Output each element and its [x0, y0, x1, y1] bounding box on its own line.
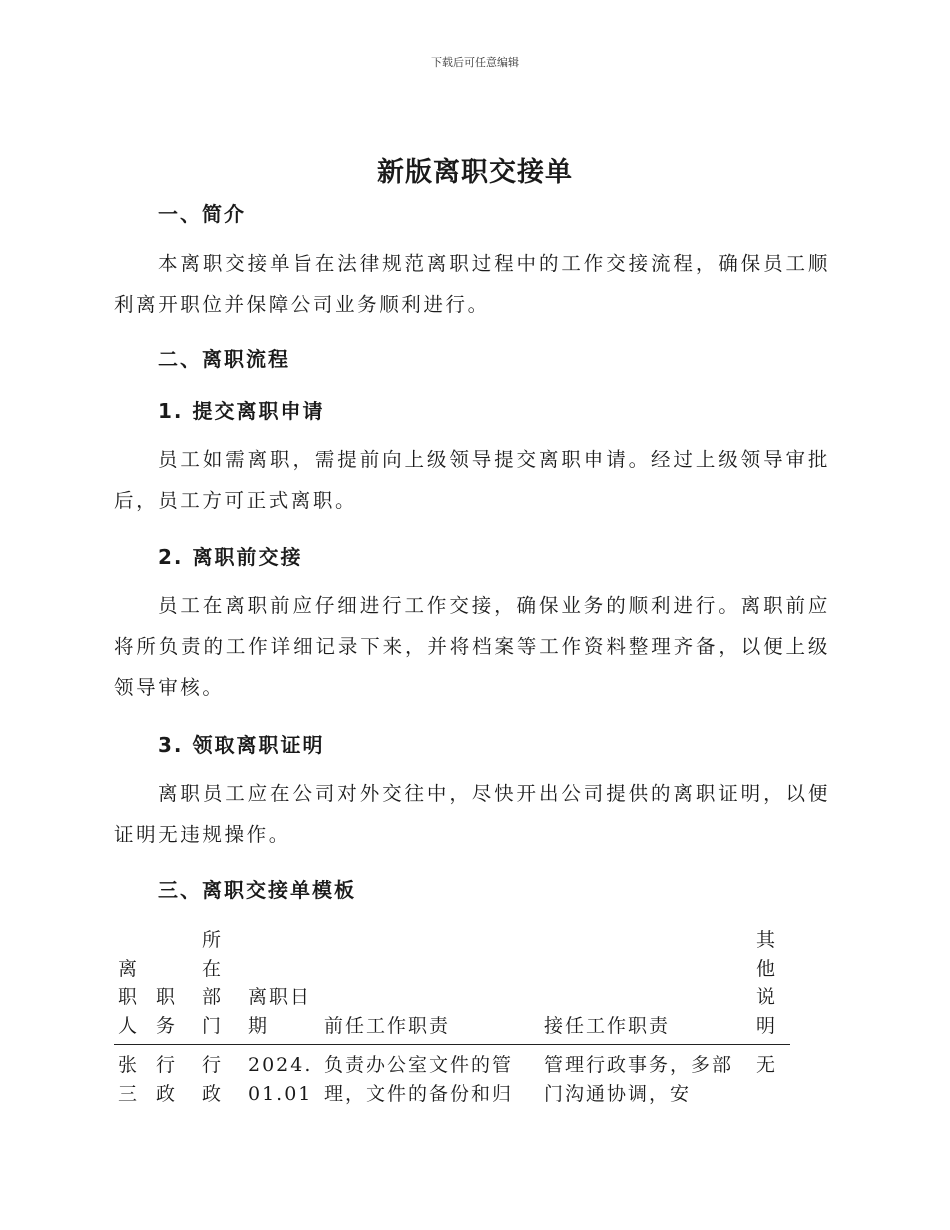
- header-previous-duties: 前任工作职责: [324, 1014, 451, 1037]
- step3-heading: 3. 领取离职证明: [158, 733, 325, 757]
- step2-paragraph: 员工在离职前应仔细进行工作交接，确保业务的顺利进行。离职前应将所负责的工作详细记录下来，并将档案等工作资料整理齐备，以便上级领导审核。: [114, 594, 830, 699]
- header-successor-duties: 接任工作职责: [544, 1014, 671, 1037]
- intro-paragraph: 本离职交接单旨在法律规范离职过程中的工作交接流程，确保员工顺利离开职位并保障公司业务顺利进行。: [114, 252, 830, 316]
- step1-paragraph: 员工如需离职，需提前向上级领导提交离职申请。经过上级领导审批后，员工方可正式离职。: [114, 448, 830, 512]
- step1-heading: 1. 提交离职申请: [158, 399, 325, 423]
- table-row: [114, 1045, 790, 1109]
- cell-successor-duties: 管理行政事务，多部门沟通协调，安: [544, 1054, 734, 1105]
- header-notes: 其他说明: [756, 929, 778, 1037]
- cell-notes: 无: [756, 1054, 778, 1076]
- header-leave-date: 离职日期: [248, 986, 312, 1037]
- section-heading-intro: 一、简介: [158, 202, 246, 226]
- header-department: 所在部门: [202, 929, 224, 1037]
- header-position: 职务: [156, 986, 178, 1037]
- table-header-row: [114, 926, 790, 1045]
- step2-heading: 2. 离职前交接: [158, 545, 303, 569]
- cell-position: 行政: [156, 1054, 178, 1105]
- header-resignee: 离职人: [118, 957, 140, 1037]
- cell-previous-duties: 负责办公室文件的管理，文件的备份和归: [324, 1054, 514, 1105]
- cell-leave-date: 2024.01.01: [248, 1054, 313, 1105]
- step3-paragraph: 离职员工应在公司对外交往中，尽快开出公司提供的离职证明，以便证明无违规操作。: [114, 782, 830, 846]
- document-title: 新版离职交接单: [377, 157, 573, 188]
- cell-resignee: 张三: [118, 1054, 140, 1105]
- section-heading-process: 二、离职流程: [158, 347, 290, 371]
- page-header-note: 下载后可任意编辑: [431, 56, 519, 69]
- cell-department: 行政: [202, 1054, 224, 1105]
- section-heading-template: 三、离职交接单模板: [158, 878, 356, 902]
- handover-table: [114, 926, 790, 1108]
